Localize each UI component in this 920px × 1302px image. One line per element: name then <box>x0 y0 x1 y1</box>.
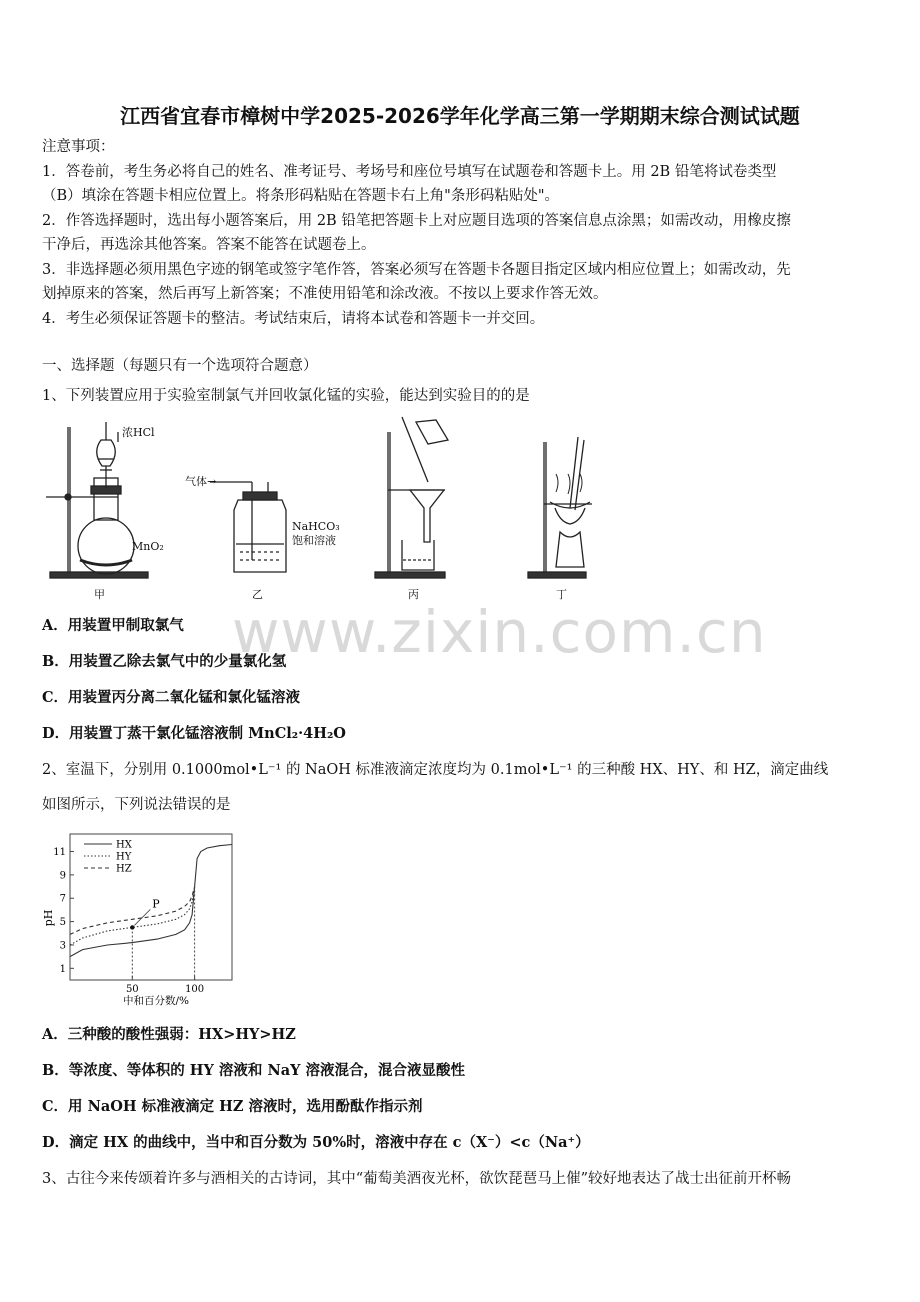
apparatus-bing <box>375 417 448 578</box>
section-heading: 一、选择题（每题只有一个选项符合题意） <box>42 358 318 374</box>
label-jia: 甲 <box>94 588 105 601</box>
label-hcl: 浓HCl <box>122 426 155 439</box>
note-line-3: 2．作答选择题时，选出每小题答案后，用 2B 铅笔把答题卡上对应题目选项的答案信息点涂黑；如需改动，用橡皮擦 <box>42 213 791 229</box>
label-saturated-solution: 饱和溶液 <box>292 534 336 547</box>
chart-y-tick-label: 1 <box>59 963 66 975</box>
exam-title: 江西省宜春市樟树中学2025-2026学年化学高三第一学期期末综合测试试题 <box>120 104 800 128</box>
q2-option-d: D．滴定 HX 的曲线中，当中和百分数为 50%时，溶液中存在 c（X⁻）<c（Na⁺） <box>42 1134 590 1151</box>
q2-stem-line-1: 2、室温下，分别用 0.1000mol•L⁻¹ 的 NaOH 标准液滴定浓度均为 0.1mol•L⁻¹ 的三种酸 HX、HY、和 HZ，滴定曲线 <box>42 762 829 778</box>
chart-y-tick-label: 3 <box>59 940 66 952</box>
q1-apparatus-figure <box>40 412 600 608</box>
chart-plot-frame <box>70 834 232 980</box>
apparatus-jia <box>46 422 148 578</box>
note-line-6: 划掉原来的答案，然后再写上新答案；不准使用铅笔和涂改液。不按以上要求作答无效。 <box>42 286 608 302</box>
apparatus-yi <box>210 482 286 572</box>
chart-y-axis-label: pH <box>42 909 55 927</box>
label-gas: 气体→ <box>185 475 217 488</box>
q3-stem: 3、古往今来传颂着许多与酒相关的古诗词，其中“葡萄美酒夜光杯，欲饮琵琶马上催”较好地表达了战士出征前开杯畅 <box>42 1171 792 1187</box>
q2-option-c: C．用 NaOH 标准液滴定 HZ 溶液时，选用酚酞作指示剂 <box>42 1098 423 1115</box>
q1-stem: 1、下列装置应用于实验室制氯气并回收氯化锰的实验，能达到实验目的的是 <box>42 388 530 404</box>
notes-heading: 注意事项： <box>42 139 115 155</box>
note-line-2: （B）填涂在答题卡相应位置上。将条形码粘贴在答题卡右上角"条形码粘贴处"。 <box>42 188 559 204</box>
note-line-7: 4．考生必须保证答题卡的整洁。考试结束后，请将本试卷和答题卡一并交回。 <box>42 311 545 327</box>
chart-point-p <box>130 925 134 929</box>
chart-y-tick-label: 5 <box>59 917 66 929</box>
note-line-1: 1．答卷前，考生务必将自己的姓名、准考证号、考场号和座位号填写在试题卷和答题卡上。用 2B 铅笔将试卷类型 <box>42 164 777 180</box>
chart-legend-label-hz: HZ <box>116 863 132 875</box>
q1-option-d: D．用装置丁蒸干氯化锰溶液制 MnCl₂·4H₂O <box>42 725 346 742</box>
note-line-4: 干净后，再选涂其他答案。答案不能答在试题卷上。 <box>42 237 376 253</box>
q2-stem-line-2: 如图所示，下列说法错误的是 <box>42 797 231 813</box>
titration-chart <box>40 828 240 1012</box>
chart-x-tick-label: 100 <box>185 984 205 995</box>
label-yi: 乙 <box>252 588 263 601</box>
note-line-5: 3．非选择题必须用黑色字迹的钢笔或签字笔作答，答案必须写在答题卡各题目指定区域内相应位置上；如需改动，先 <box>42 262 791 278</box>
watermark: www.zixin.com.cn <box>232 598 767 666</box>
chart-series-hx <box>70 845 232 957</box>
chart-x-axis-label: 中和百分数/% <box>122 995 190 1007</box>
chart-legend-label-hx: HX <box>116 839 132 851</box>
chart-y-tick-label: 11 <box>53 847 66 859</box>
q1-option-c: C．用装置丙分离二氧化锰和氯化锰溶液 <box>42 689 301 706</box>
label-mno2: MnO₂ <box>132 540 164 553</box>
label-ding: 丁 <box>556 588 567 601</box>
chart-annotation-p: P <box>152 897 160 911</box>
chart-x-tick-label: 50 <box>125 984 139 995</box>
label-nahco3: NaHCO₃ <box>292 520 340 533</box>
apparatus-ding <box>528 437 592 578</box>
q1-option-b: B．用装置乙除去氯气中的少量氯化氢 <box>42 653 287 670</box>
q2-option-b: B．等浓度、等体积的 HY 溶液和 NaY 溶液混合，混合液显酸性 <box>42 1062 465 1079</box>
q1-option-a: A．用装置甲制取氯气 <box>42 617 184 634</box>
chart-y-tick-label: 9 <box>59 870 66 882</box>
chart-y-tick-label: 7 <box>59 893 66 905</box>
label-bing: 丙 <box>408 588 419 601</box>
q2-option-a: A．三种酸的酸性强弱：HX>HY>HZ <box>42 1026 296 1043</box>
chart-legend-label-hy: HY <box>116 851 132 863</box>
